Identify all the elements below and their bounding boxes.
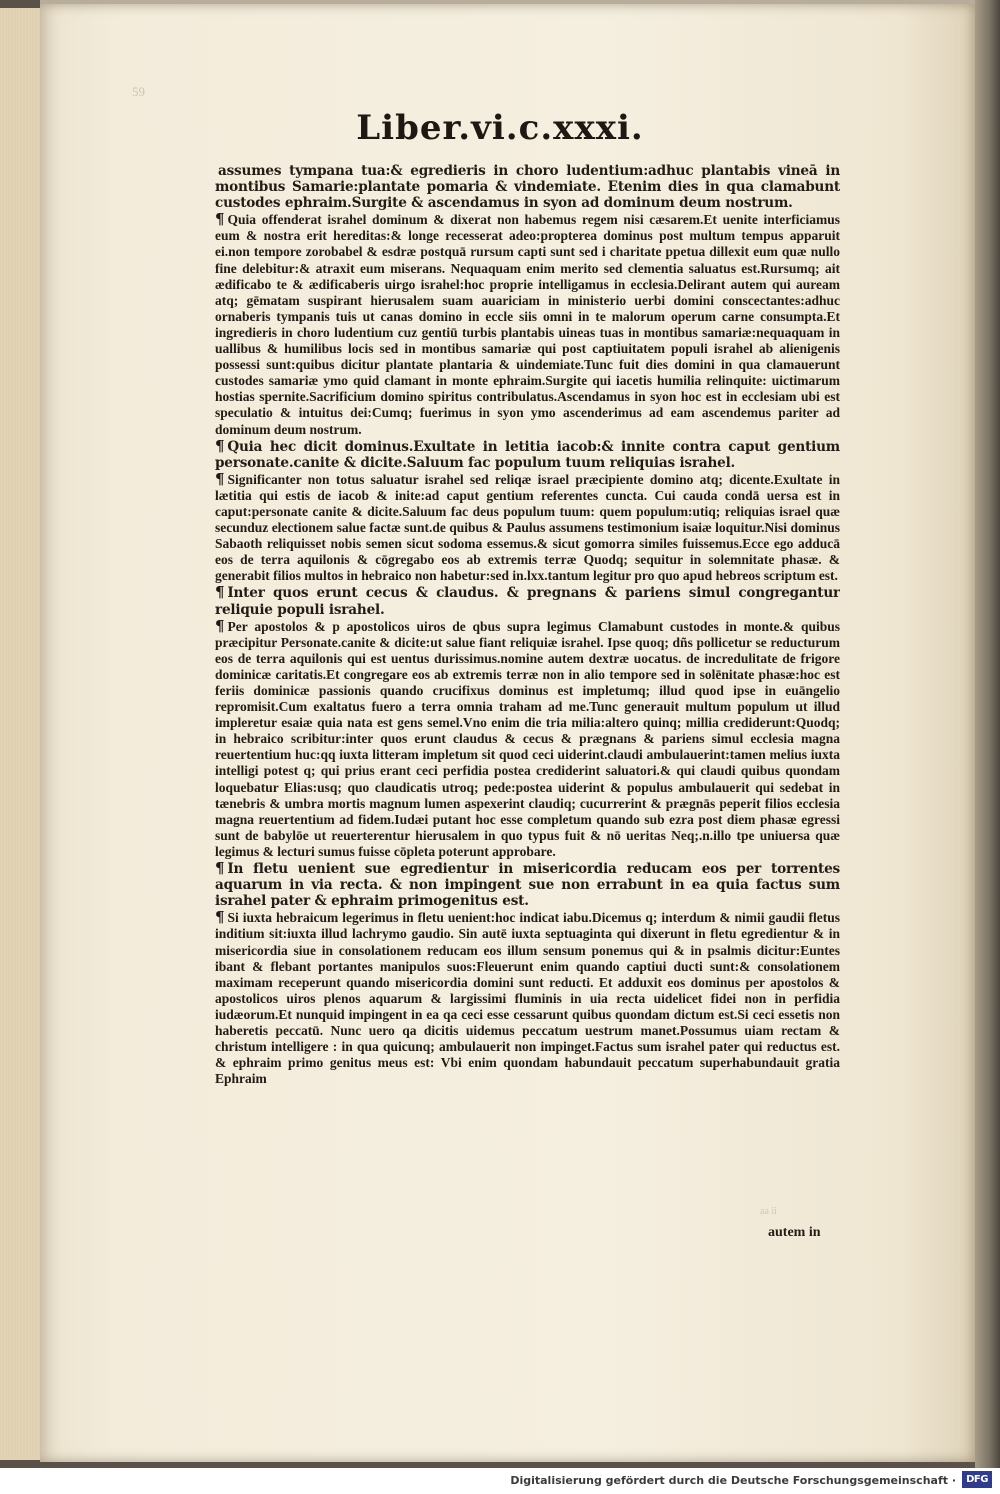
paragraph-text: Quia hec dicit dominus.Exultate in letitia iacob:& innite contra caput gentium personate.canite & dicite.Saluum fac populum tuum reliquias israhel. <box>215 438 840 471</box>
paragraph-text: Significanter non totus saluatur israhel sed reliqæ israel præcipiente domino atq; dicente.Exultate in lætitia qui estis de iacob & inite:ad caput gentium referentes cuncta. Cui cauda condā uersa est in caput:personate canite & dicite.Saluum fac deus populum tuum: quem populum:utiq; reliquias israel quæ secunduz electionem salue factæ sunt.de quibus & Paulus assumens testimonium isaiæ loquitur.Nisi dominus Sabaoth reliquisset nobis semen sicut sodoma essemus.& sicut gomorra similes fuissemus.Ecce ego adducā eos de terra aquilonis & cōgregabo eos ab extremis terræ Quodq; sequitur in solemnitate phasæ. & generabit filios multos in hebraico non habetur:sed in.lxx.tantum legitur pro quo apud hebreos scriptum est. <box>215 471 840 584</box>
dfg-logo-icon: DFG <box>962 1471 992 1488</box>
paragraph-text: In fletu uenient sue egredientur in misericordia reducam eos per torrentes aquarum in via recta. & non impingent sue non errabunt in ea quia factus sum israhel pater & ephraim primogenitus est. <box>215 861 840 910</box>
paragraph-7 <box>215 909 840 1087</box>
pilcrow-icon: ¶ <box>215 210 225 229</box>
paragraph-6 <box>215 860 840 909</box>
paragraph-4 <box>215 584 840 617</box>
right-binding-edge <box>975 0 1000 1468</box>
paragraph-1 <box>215 211 840 437</box>
paragraph-text: Si iuxta hebraicum legerimus in fletu uenient:hoc indicat iabu.Dicemus q; interdum & nimii gaudii fletus inditium sit:iuxta illud lachrymo gaudio. Sin autē iuxta septuaginta qui dixerunt in fletu egredientur & in misericordia siue in consolationem reducam eos illum sensum ponemus qui & in psalmis dicitur:Euntes ibant & flebant portantes manipulos suos:Fleuerunt enim quando captiui ducti sunt:& consolationem maximam receperunt quando misericordia domini sunt reducti. Et adduxit eos dominus per apostolos & apostolicos uiros plenos aquarum & largissimi fluminis in uia recta uidelicet fidei non in perfidia iudæorum.Et nunquid impingent in ea qa ceci esse cessarunt quibus quondam dictum est.Si ceci essetis non haberetis peccatū. Nunc uero qa dicitis uidemus peccatum uestrum manet.Possumus uiam rectam & christum intelligere : in qua quicunq; ambulauerit non impinget.Factus sum israhel pater qui reductus est. & ephraim primo genitus meus est: Vbi enim quondam habundauit peccatum superhabundauit gratia Ephraim <box>215 910 840 1087</box>
paragraph-5 <box>215 618 840 860</box>
catchword: autem in <box>768 1225 821 1240</box>
paragraph-text: Inter quos erunt cecus & claudus. & pregnans & pariens simul congregantur reliquie populi israhel. <box>215 585 840 618</box>
signature-mark: aa ii <box>760 1206 777 1217</box>
paragraph-text: assumes tympana tua:& egredieris in choro ludentium:adhuc plantabis vineā in montibus Samarie:plantate pomaria & vindemiate. Etenim dies in qua clamabunt custodes ephraim.Surgite & ascendamus in syon ad dominum deum nostrum. <box>215 163 840 212</box>
paragraph-2 <box>215 438 840 471</box>
pilcrow-icon: ¶ <box>215 583 225 602</box>
pilcrow-icon: ¶ <box>215 616 225 635</box>
margin-note: 59 <box>132 84 145 99</box>
running-head: Liber.vi.c.xxxi. <box>356 108 644 148</box>
pilcrow-icon: ¶ <box>215 859 225 878</box>
page-edges <box>0 8 41 1460</box>
text-column <box>215 162 840 1222</box>
pilcrow-icon: ¶ <box>215 469 225 488</box>
paragraph-0 <box>215 162 840 211</box>
pilcrow-icon: ¶ <box>215 908 225 927</box>
paragraph-text: Per apostolos & p apostolicos uiros de qbus supra legimus Clamabunt custodes in monte.& quibus præcipitur Personate.canite & dicite:ut salue fiant reliquiæ israhel. Ipse quoq; dñs pollicetur se reducturum eos de terra aquilonis qui est uentus durissimus.nomine autem dextræ uocatus. de incredulitate de frigore dominicæ caritatis.Et congregare eos ab extremis terræ non in alio tempore sed in solēnitate phasæ:hoc est feriis dominicæ passionis quando crucifixus dominus est impletumq; illud quod ipse in euāngelio repromisit.Cum exaltatus fuero a terra omnia traham ad me.Tunc generauit multum populum ut illud impleretur esaiæ quia nata est gens semel.Vno enim die tria milia:altero quinq; millia crediderunt:Quodq; in hebraico scribitur:inter quos erunt claudus & cecus & prægnans & pariens simul ecclesia magna reuertentium huc:qq iuxta litteram impletum sit quod ceci uiderint.claudi ambulauerint:tamen melius iuxta intelligi potest q; qui prius erant ceci perfidia postea crediderint saluatori.& qui claudi quibus quondam loquebatur Elias:usq; quo claudicatis utroq; pede:postea uiderint & populus ambulauerit qui sedebat in tænebris & umbra mortis magnum lumen aspexerint claudiq; cucurrerint & prægnās peperit filios ecclesia magna reuertentium ad fidem.Iudæi putant hoc esse completum quando sub ezra post diem phasæ egressi sunt de babylōe ut reuerterentur hierusalem in quo typus fuit & nō ueritas Neq;.n.illo tpe uniuersa quæ legimus & lecturi sumus fuisse cōpleta poterunt approbare. <box>215 618 840 859</box>
paragraph-text: Quia offenderat israhel dominum & dixerat non habemus regem nisi cæsarem.Et uenite interficiamus eum & nostra erit hereditas:& longe recesserat adeo:propterea dominus post multum tempus apparuit ei.non tempore zorobabel & esdræ postquā rursum capti sunt sed i charitate ppetua dillexit eum quæ nullo fine delebitur:& atraxit eum miserans. Nequaquam enim merito sed clementia saluatus est.Rursumq; ait ædificabo te & ædificaberis uirgo israhel:hoc proprie intelligamus in ecclesia.Delirant autem qui auream atq; gēmatam suspirant hierusalem suam auariciam in ministerio uerbi domini conscectantes:adhuc ornaberis tympanis tuis ut canas domino in eccle siis omni in te malorum operum carne consumpta.Et ingredieris in choro ludentium cuz gentiū turbis plantabis uineas tuas in montibus samariæ:nequaquam in uallibus & humilibus locis sed in montibus samariæ qui post captiuitatem populi israhel ab alienigenis possessi sunt:quibus dicitur plantate plantaria & uindemiate.Tunc fuit dies domini in qua clamauerunt custodes samariæ ymo quid clamant in monte ephraim.Surgite qui iacetis humilia relinquite: uictimarum hostias spernite.Sacrificium domino spiritus contribulatus.Ascendamus in syon hoc est in ecclesiam ubi est speculatio & intuitus dei:Cumq; fuerimus in syon ymo ascenderimus ad eam ascendemus pariter ad dominum deum nostrum. <box>215 212 840 437</box>
paragraph-3 <box>215 471 840 585</box>
footer-credit: Digitalisierung gefördert durch die Deutsche Forschungsgemeinschaft · <box>510 1474 956 1487</box>
pilcrow-icon: ¶ <box>215 436 225 455</box>
